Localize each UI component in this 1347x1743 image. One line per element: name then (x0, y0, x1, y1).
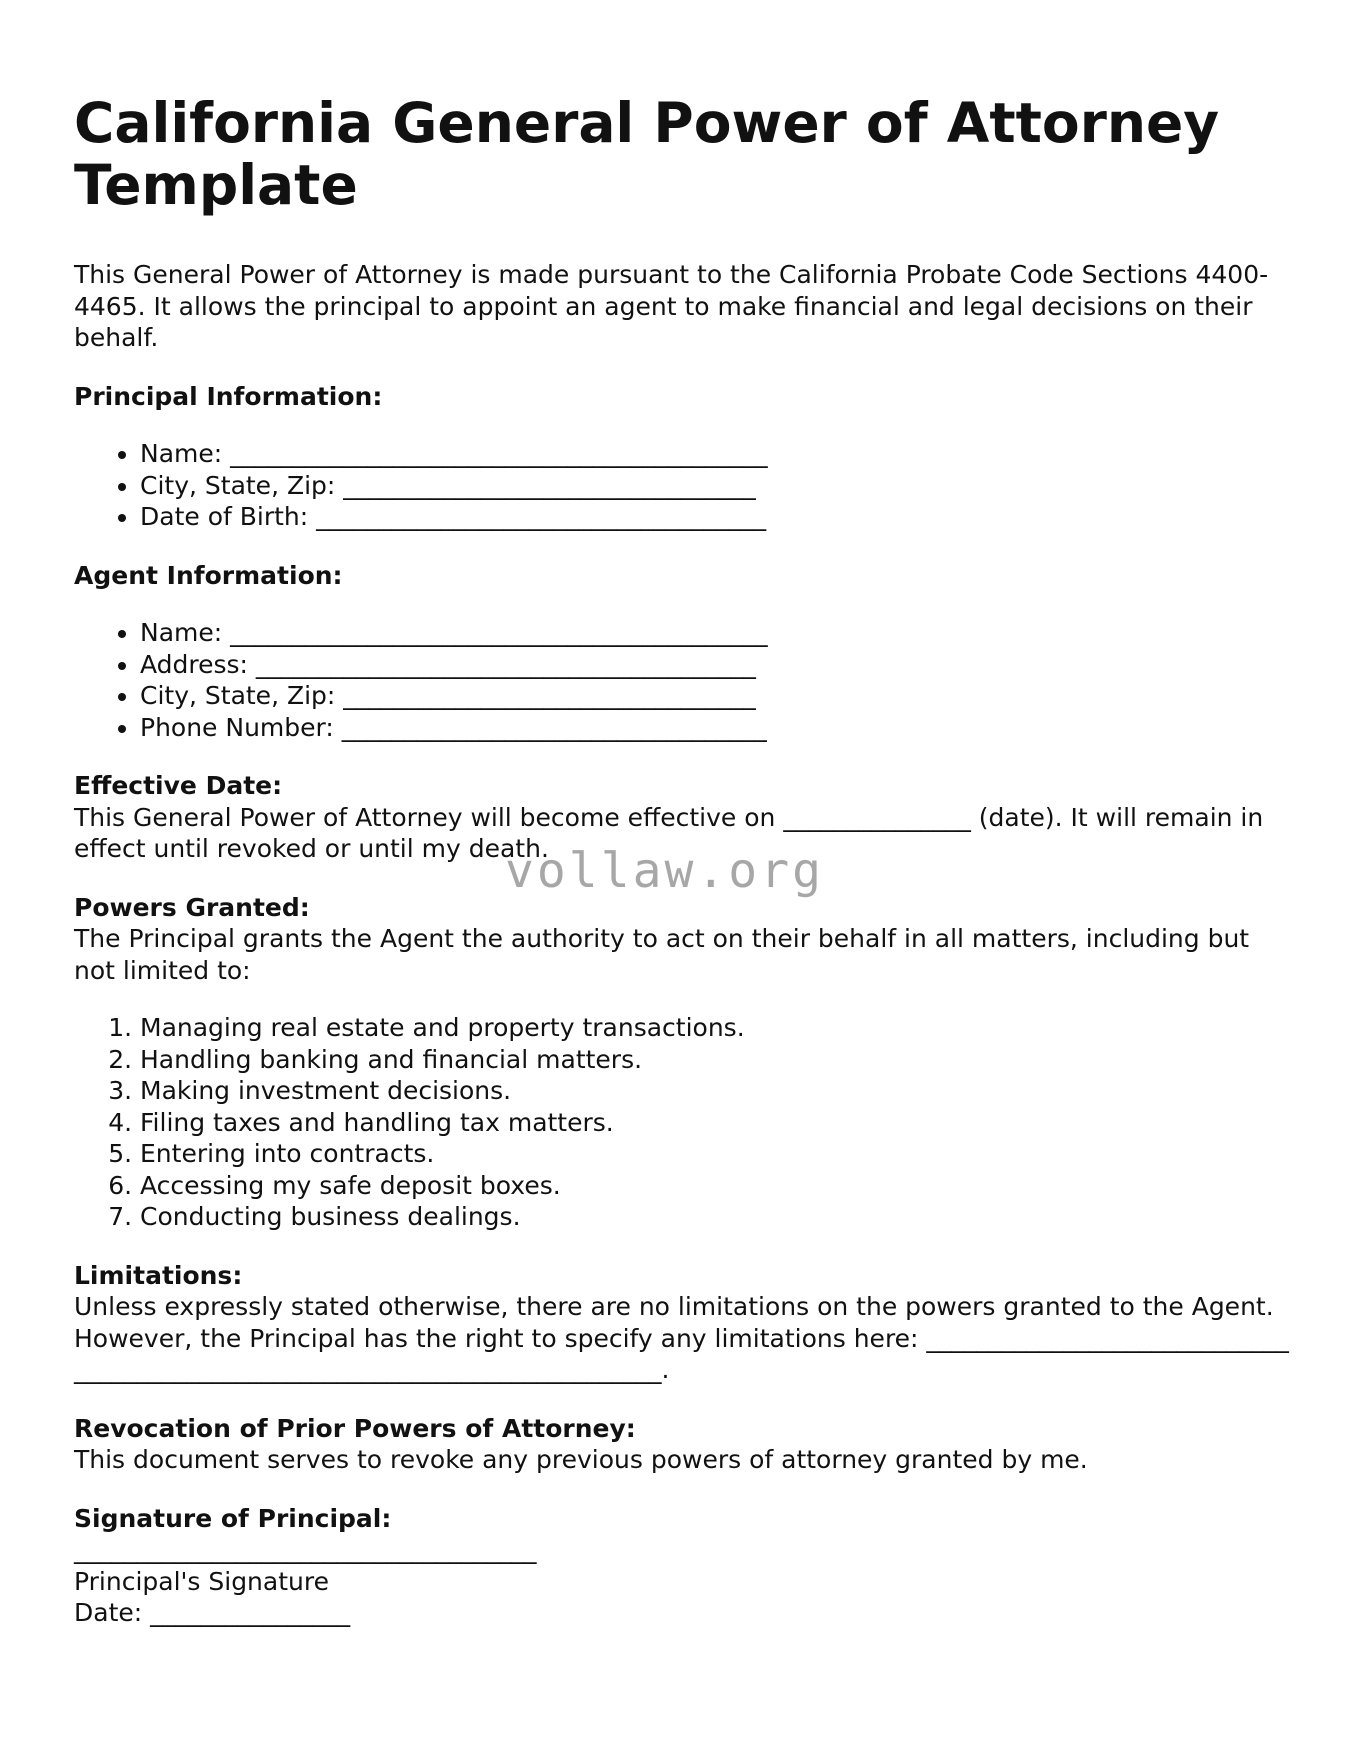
agent-heading: Agent Information: (74, 560, 343, 590)
signature-heading: Signature of Principal: (74, 1503, 392, 1533)
power-item: 4. Filing taxes and handling tax matters. (140, 1107, 1294, 1139)
agent-address-field: • Address: ________________________________________ (140, 649, 1294, 681)
limitations-heading: Limitations: (74, 1260, 243, 1290)
power-item: 7. Conducting business dealings. (140, 1201, 1294, 1233)
principal-city-field: • City, State, Zip: _________________________________ (140, 470, 1294, 502)
power-item: 2. Handling banking and financial matters. (140, 1044, 1294, 1076)
principal-dob-field: • Date of Birth: ____________________________________ (140, 501, 1294, 533)
powers-heading: Powers Granted: (74, 892, 310, 922)
intro-paragraph: This General Power of Attorney is made pursuant to the California Probate Code Sections 4400-4465. It allows the principal to appoint an agent to make financial and legal decisions on their behalf. (74, 260, 1269, 352)
powers-section (74, 892, 1294, 1233)
principal-heading: Principal Information: (74, 381, 383, 411)
revocation-heading: Revocation of Prior Powers of Attorney: (74, 1413, 636, 1443)
power-item: 5. Entering into contracts. (140, 1138, 1294, 1170)
principal-list (74, 438, 1294, 533)
signature-date-field: Date: ________________ (74, 1598, 351, 1627)
agent-name-field: • Name: ___________________________________________ (140, 617, 1294, 649)
agent-phone-field: • Phone Number: __________________________________ (140, 712, 1294, 744)
power-item: 3. Making investment decisions. (140, 1075, 1294, 1107)
powers-text: The Principal grants the Agent the authority to act on their behalf in all matters, including but not limited to: (74, 924, 1250, 985)
principal-name-field: • Name: ___________________________________________ (140, 438, 1294, 470)
power-item: 1. Managing real estate and property transactions. (140, 1012, 1294, 1044)
powers-list (74, 1012, 1294, 1233)
signature-caption: Principal's Signature (74, 1566, 329, 1596)
power-item: 6. Accessing my safe deposit boxes. (140, 1170, 1294, 1202)
agent-list (74, 617, 1294, 743)
document-title: California General Power of Attorney Template (74, 91, 1220, 217)
limitations-section (74, 1260, 1294, 1386)
signature-section (74, 1503, 1294, 1629)
signature-line: _____________________________________ (74, 1535, 537, 1564)
revocation-text: This document serves to revoke any previous powers of attorney granted by me. (74, 1445, 1088, 1474)
effective-date-heading: Effective Date: (74, 771, 283, 800)
watermark: vollaw.org (505, 843, 824, 899)
limitations-text: Unless expressly stated otherwise, there are no limitations on the powers granted to the Agent. However, the Principal has the right to specify any limitations here: ____________________________________________________________________________. (74, 1292, 1289, 1384)
revocation-section (74, 1413, 1294, 1476)
effective-date-text: This General Power of Attorney will become effective on _______________ (date). It will remain in effect until revoked or until my death. (74, 802, 1264, 863)
agent-city-field: • City, State, Zip: _________________________________ (140, 680, 1294, 712)
